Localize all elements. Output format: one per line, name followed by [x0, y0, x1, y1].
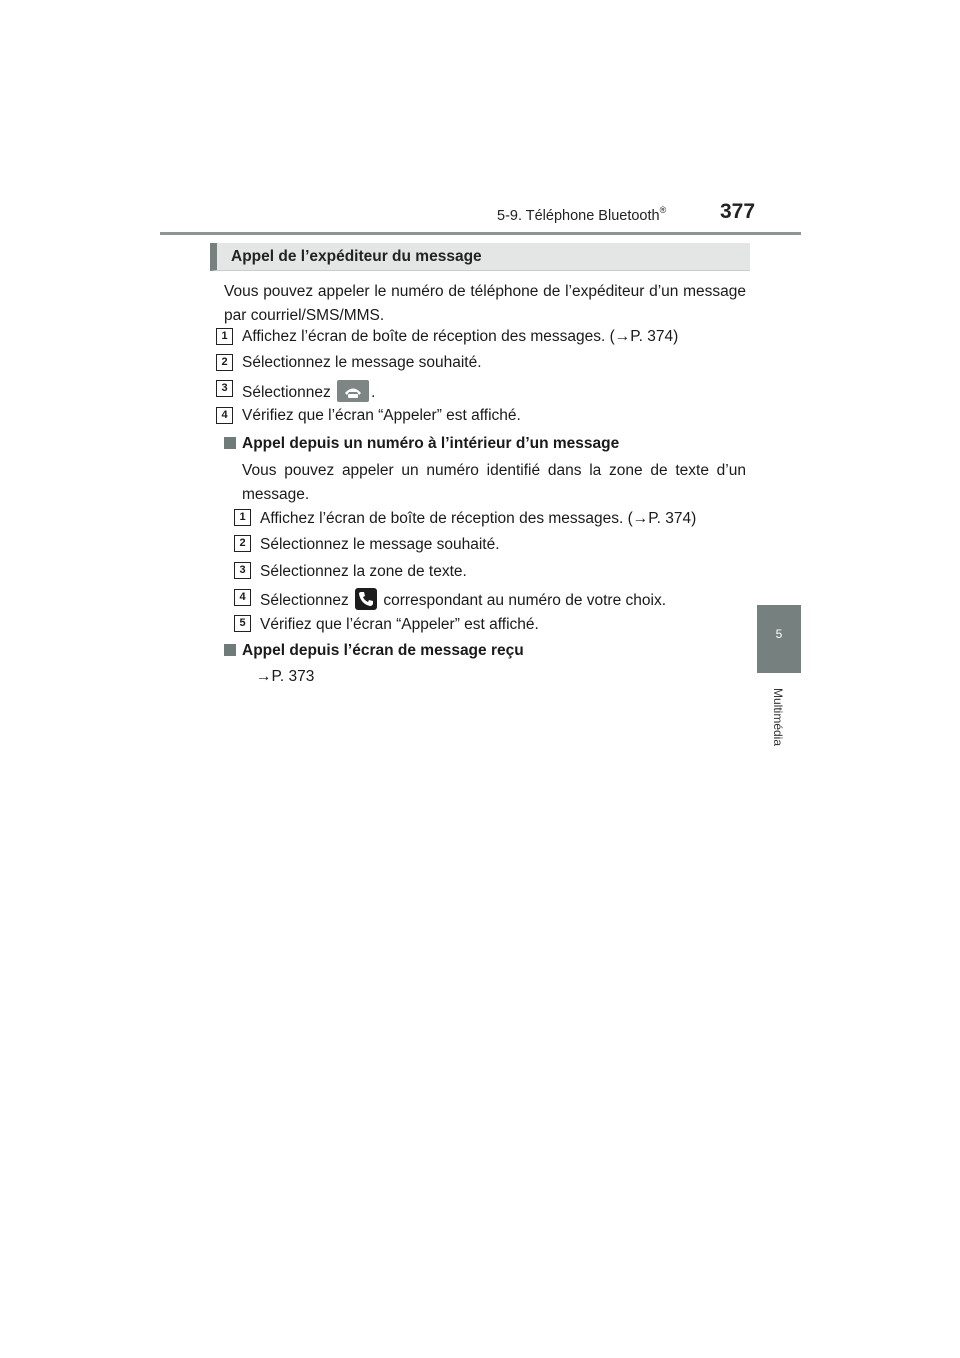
step-text: Sélectionnez .	[242, 380, 375, 403]
step-text: Affichez l’écran de boîte de réception des messages. (→P. 374)	[260, 510, 697, 527]
step-number: 4	[216, 407, 233, 424]
section-intro: Vous pouvez appeler le numéro de téléphone de l’expéditeur d’un message par courriel/SMS/MMS.	[224, 283, 746, 324]
sub-heading: Appel depuis un numéro à l’intérieur d’un message	[224, 434, 619, 454]
square-bullet-icon	[224, 437, 236, 449]
step-number: 1	[234, 509, 251, 526]
phone-handset-icon	[337, 380, 369, 402]
section-heading	[210, 243, 750, 271]
registered-mark: ®	[659, 205, 667, 215]
step-number: 2	[234, 535, 251, 552]
call-icon	[355, 588, 377, 610]
step-text: Sélectionnez le message souhaité.	[242, 354, 482, 371]
step-text: Vérifiez que l’écran “Appeler” est affiché.	[260, 616, 539, 633]
section-title: Appel de l’expéditeur du message	[231, 248, 482, 265]
chapter-tab-number: 5	[775, 627, 783, 641]
step-text: Affichez l’écran de boîte de réception des messages. (→P. 374)	[242, 328, 679, 345]
step-number: 1	[216, 328, 233, 345]
page-reference: →P. 373	[256, 668, 315, 685]
header-divider	[160, 232, 801, 235]
chapter-label: Multimédia	[771, 687, 785, 747]
sub-heading: Appel depuis l’écran de message reçu	[224, 641, 524, 661]
step-text: Sélectionnez le message souhaité.	[260, 536, 500, 553]
page-number: 377	[720, 200, 756, 223]
sub-intro: Vous pouvez appeler un numéro identifié dans la zone de texte d’un message.	[242, 462, 746, 503]
step-number: 4	[234, 589, 251, 606]
running-header: 5-9. Téléphone Bluetooth®	[497, 205, 667, 224]
square-bullet-icon	[224, 644, 236, 656]
step-number: 5	[234, 615, 251, 632]
step-number: 3	[234, 562, 251, 579]
step-text: Sélectionnez correspondant au numéro de votre choix.	[260, 588, 666, 611]
step-number: 3	[216, 380, 233, 397]
step-text: Vérifiez que l’écran “Appeler” est affiché.	[242, 407, 521, 424]
step-number: 2	[216, 354, 233, 371]
step-text: Sélectionnez la zone de texte.	[260, 563, 467, 580]
